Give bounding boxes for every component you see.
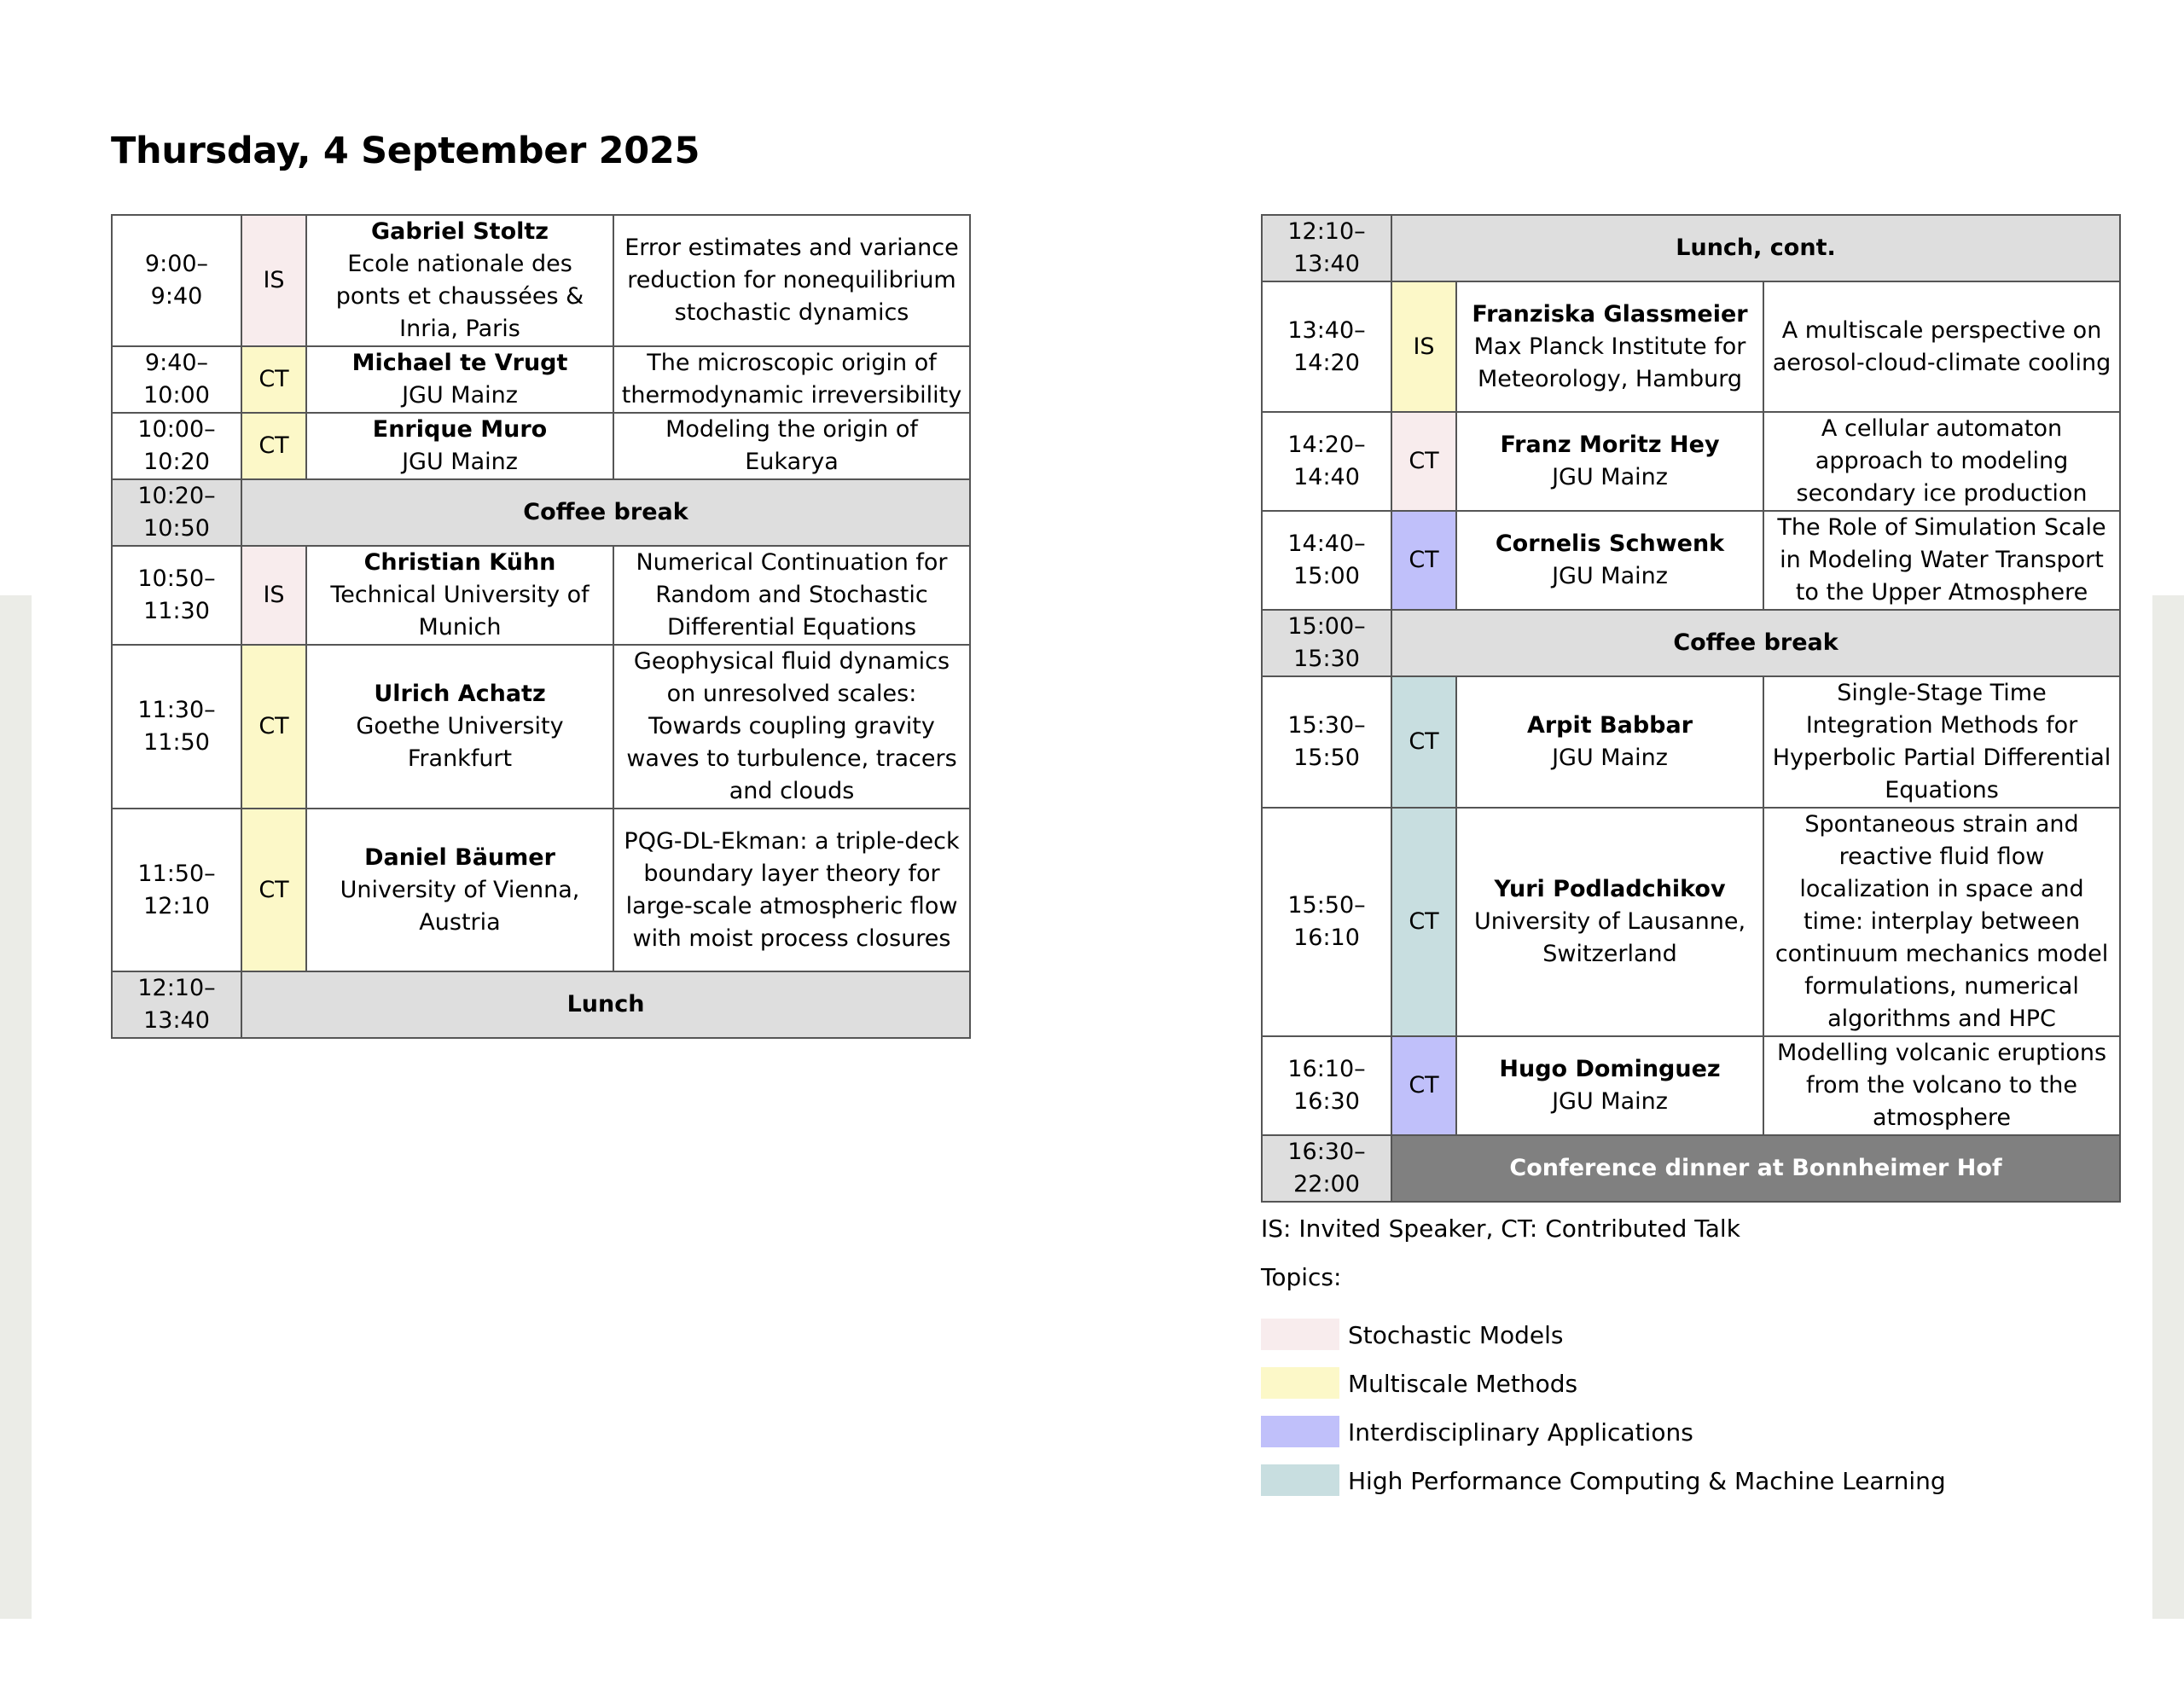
time-slot: [1262, 808, 1391, 1036]
speaker-cell: [306, 346, 613, 413]
speaker-affiliation: University of Vienna, Austria: [340, 876, 580, 936]
time-slot: [1262, 1036, 1391, 1135]
talk-type-badge: CT: [241, 346, 306, 413]
talk-title: Numerical Continuation for Random and Stochastic Differential Equations: [613, 546, 970, 645]
time-slot: [112, 346, 241, 413]
time-slot: [112, 479, 241, 546]
speaker-name: Franz Moritz Hey: [1500, 432, 1720, 458]
time-range: 13:40– 14:20: [1287, 316, 1366, 376]
talk-title: Spontaneous strain and reactive fluid flow localization in space and time: interplay between continuum mechanics model formulations, numerical algorithms and HPC: [1763, 808, 2120, 1036]
time-range: 16:10– 16:30: [1287, 1056, 1366, 1115]
speaker-name: Cornelis Schwenk: [1495, 530, 1725, 557]
talk-type-badge: IS: [241, 215, 306, 346]
page-title: Thursday, 4 September 2025: [111, 130, 700, 172]
talk-title: Geophysical fluid dynamics on unresolved scales: Towards coupling gravity waves to turbulence, tracers and clouds: [613, 645, 970, 809]
time-range: 16:30– 22:00: [1287, 1139, 1366, 1197]
session-row: [112, 346, 970, 413]
speaker-affiliation: Technical University of Munich: [330, 582, 590, 641]
session-row: [112, 645, 970, 809]
talk-title: A multiscale perspective on aerosol-cloud-climate cooling: [1763, 281, 2120, 412]
time-range: 10:50– 11:30: [137, 565, 216, 624]
talk-type-badge: CT: [241, 809, 306, 971]
speaker-cell: [1456, 412, 1763, 511]
talk-type-badge: IS: [241, 546, 306, 645]
time-slot: [1262, 1135, 1391, 1202]
time-range: 15:00– 15:30: [1287, 613, 1366, 672]
time-slot: [112, 645, 241, 809]
time-slot: [1262, 676, 1391, 808]
time-slot: [1262, 412, 1391, 511]
speaker-cell: [306, 413, 613, 479]
time-range: 11:30– 11:50: [137, 697, 216, 756]
break-label: Lunch, cont.: [1391, 215, 2120, 281]
time-slot: [112, 971, 241, 1038]
speaker-cell: [306, 215, 613, 346]
speaker-affiliation: Ecole nationale des ponts et chaussées & Inria, Paris: [335, 251, 584, 342]
speaker-name: Michael te Vrugt: [351, 350, 568, 376]
speaker-affiliation: Max Planck Institute for Meteorology, Hamburg: [1473, 333, 1746, 392]
break-row: [1262, 215, 2120, 281]
session-row: [1262, 1036, 2120, 1135]
session-row: [112, 413, 970, 479]
time-range: 9:00– 9:40: [144, 251, 209, 310]
talk-type-badge: CT: [1391, 676, 1456, 808]
speaker-name: Gabriel Stoltz: [370, 218, 549, 245]
break-label: Coffee break: [241, 479, 970, 546]
break-label: Coffee break: [1391, 610, 2120, 676]
talk-type-badge: CT: [1391, 511, 1456, 610]
speaker-cell: [306, 546, 613, 645]
legend-label: Stochastic Models: [1348, 1321, 1564, 1349]
session-row: [112, 809, 970, 971]
time-slot: [112, 413, 241, 479]
talk-title: The microscopic origin of thermodynamic irreversibility: [613, 346, 970, 413]
time-range: 15:30– 15:50: [1287, 712, 1366, 771]
speaker-cell: [1456, 1036, 1763, 1135]
break-row: [112, 971, 970, 1038]
speaker-name: Hugo Dominguez: [1499, 1056, 1721, 1082]
talk-title: Error estimates and variance reduction for nonequilibrium stochastic dynamics: [613, 215, 970, 346]
time-range: 11:50– 12:10: [137, 860, 216, 919]
time-range: 12:10– 13:40: [1287, 218, 1366, 277]
break-row: [112, 479, 970, 546]
speaker-name: Arpit Babbar: [1526, 712, 1693, 739]
session-row: [1262, 808, 2120, 1036]
time-slot: [1262, 610, 1391, 676]
legend-swatch: [1261, 1367, 1339, 1399]
speaker-affiliation: JGU Mainz: [1552, 563, 1668, 589]
legend-abbreviations: IS: Invited Speaker, CT: Contributed Talk: [1261, 1215, 1740, 1243]
speaker-affiliation: JGU Mainz: [402, 449, 518, 475]
speaker-cell: [1456, 676, 1763, 808]
speaker-affiliation: JGU Mainz: [1552, 1088, 1668, 1115]
session-row: [1262, 676, 2120, 808]
time-slot: [112, 546, 241, 645]
talk-type-badge: CT: [241, 645, 306, 809]
session-row: [112, 215, 970, 346]
break-row: [1262, 1135, 2120, 1202]
legend-label: High Performance Computing & Machine Learning: [1348, 1467, 1946, 1495]
session-row: [1262, 281, 2120, 412]
speaker-cell: [1456, 281, 1763, 412]
time-range: 14:20– 14:40: [1287, 432, 1366, 490]
time-slot: [1262, 511, 1391, 610]
break-label: Lunch: [241, 971, 970, 1038]
talk-title: A cellular automaton approach to modeling secondary ice production: [1763, 412, 2120, 511]
speaker-name: Enrique Muro: [372, 416, 548, 443]
speaker-name: Daniel Bäumer: [364, 844, 555, 871]
session-row: [1262, 412, 2120, 511]
speaker-cell: [306, 809, 613, 971]
speaker-affiliation: JGU Mainz: [1552, 464, 1668, 490]
talk-type-badge: CT: [1391, 808, 1456, 1036]
time-range: 9:40– 10:00: [143, 350, 210, 409]
schedule-table-left: [111, 214, 971, 1039]
session-row: [1262, 511, 2120, 610]
time-range: 15:50– 16:10: [1287, 892, 1366, 951]
talk-title: Modeling the origin of Eukarya: [613, 413, 970, 479]
talk-title: Modelling volcanic eruptions from the volcano to the atmosphere: [1763, 1036, 2120, 1135]
talk-title: The Role of Simulation Scale in Modeling Water Transport to the Upper Atmosphere: [1763, 511, 2120, 610]
legend-swatch: [1261, 1416, 1339, 1447]
legend-topics-label: Topics:: [1261, 1263, 1342, 1291]
time-range: 12:10– 13:40: [137, 975, 216, 1034]
right-margin-strip: [2152, 595, 2184, 1619]
speaker-affiliation: Goethe University Frankfurt: [356, 713, 564, 772]
break-label: Conference dinner at Bonnheimer Hof: [1391, 1135, 2120, 1202]
speaker-cell: [306, 645, 613, 809]
speaker-affiliation: JGU Mainz: [1552, 745, 1668, 771]
speaker-cell: [1456, 808, 1763, 1036]
time-slot: [1262, 281, 1391, 412]
time-range: 14:40– 15:00: [1287, 530, 1366, 589]
legend-swatch: [1261, 1319, 1339, 1350]
time-range: 10:00– 10:20: [137, 416, 216, 475]
speaker-name: Ulrich Achatz: [374, 681, 546, 707]
schedule-table-right: [1261, 214, 2121, 1203]
time-slot: [112, 809, 241, 971]
time-slot: [112, 215, 241, 346]
talk-type-badge: CT: [241, 413, 306, 479]
talk-type-badge: CT: [1391, 1036, 1456, 1135]
speaker-name: Yuri Podladchikov: [1494, 876, 1726, 902]
talk-title: PQG-DL-Ekman: a triple-deck boundary layer theory for large-scale atmospheric flow with moist process closures: [613, 809, 970, 971]
speaker-affiliation: JGU Mainz: [402, 382, 518, 409]
legend-label: Interdisciplinary Applications: [1348, 1418, 1693, 1446]
speaker-cell: [1456, 511, 1763, 610]
time-range: 10:20– 10:50: [137, 483, 216, 542]
speaker-name: Christian Kühn: [363, 549, 556, 576]
break-row: [1262, 610, 2120, 676]
session-row: [112, 546, 970, 645]
legend-label: Multiscale Methods: [1348, 1370, 1578, 1398]
time-slot: [1262, 215, 1391, 281]
talk-type-badge: IS: [1391, 281, 1456, 412]
talk-type-badge: CT: [1391, 412, 1456, 511]
legend-swatch: [1261, 1464, 1339, 1496]
left-margin-strip: [0, 595, 32, 1619]
speaker-affiliation: University of Lausanne, Switzerland: [1473, 908, 1746, 967]
talk-title: Single-Stage Time Integration Methods for Hyperbolic Partial Differential Equations: [1763, 676, 2120, 808]
speaker-name: Franziska Glassmeier: [1472, 300, 1748, 328]
